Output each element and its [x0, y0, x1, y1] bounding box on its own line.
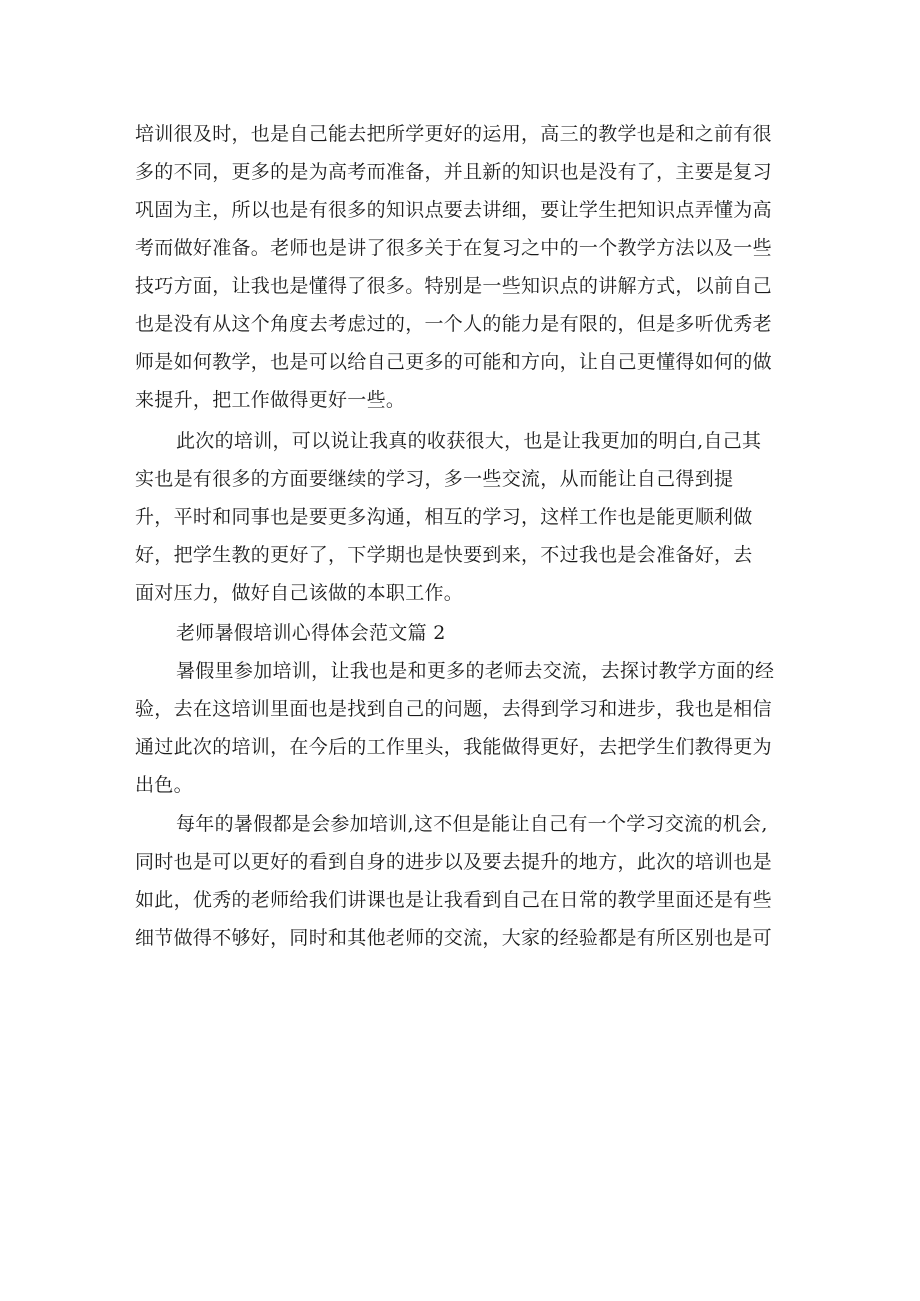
paragraph-line: 培训很及时，也是自己能去把所学更好的运用，高三的教学也是和之前有很 — [135, 123, 772, 145]
paragraph-line: 考而做好准备。老师也是讲了很多关于在复习之中的一个教学方法以及一些 — [135, 237, 772, 259]
paragraph-line: 通过此次的培训，在今后的工作里头，我能做得更好，去把学生们教得更为 — [135, 736, 772, 758]
paragraph-line: 同时也是可以更好的看到自身的进步以及要去提升的地方，此次的培训也是 — [135, 851, 772, 873]
paragraph-line: 实也是有很多的方面要继续的学习，多一些交流，从而能让自己得到提 — [135, 468, 734, 490]
paragraph-line: 好，把学生教的更好了，下学期也是快要到来，不过我也是会准备好，去 — [135, 544, 753, 566]
paragraph-line: 出色。 — [135, 774, 193, 796]
paragraph-line: 验，去在这培训里面也是找到自己的问题，去得到学习和进步，我也是相信 — [135, 698, 772, 720]
paragraph-line: 暑假里参加培训，让我也是和更多的老师去交流，去探讨教学方面的经 — [176, 660, 775, 682]
paragraph-line: 此次的培训，可以说让我真的收获很大，也是让我更加的明白,自己其 — [176, 430, 762, 452]
paragraph-line: 每年的暑假都是会参加培训,这不但是能让自己有一个学习交流的机会, — [176, 813, 768, 835]
paragraph-line: 如此，优秀的老师给我们讲课也是让我看到自己在日常的教学里面还是有些 — [135, 889, 772, 911]
section-heading: 老师暑假培训心得体会范文篇 2 — [176, 622, 446, 644]
paragraph-line: 细节做得不够好，同时和其他老师的交流，大家的经验都是有所区别也是可 — [135, 927, 772, 949]
paragraph-line: 升，平时和同事也是要更多沟通，相互的学习，这样工作也是能更顺利做 — [135, 506, 753, 528]
paragraph-line: 多的不同，更多的是为高考而准备，并且新的知识也是没有了，主要是复习 — [135, 161, 772, 183]
paragraph-line: 面对压力，做好自己该做的本职工作。 — [135, 582, 464, 604]
paragraph-line: 来提升，把工作做得更好一些。 — [135, 389, 406, 411]
paragraph-line: 师是如何教学，也是可以给自己更多的可能和方向，让自己更懂得如何的做 — [135, 351, 772, 373]
paragraph-line: 巩固为主，所以也是有很多的知识点要去讲细，要让学生把知识点弄懂为高 — [135, 199, 772, 221]
paragraph-line: 技巧方面，让我也是懂得了很多。特别是一些知识点的讲解方式，以前自己 — [135, 275, 772, 297]
paragraph-line: 也是没有从这个角度去考虑过的，一个人的能力是有限的，但是多听优秀老 — [135, 313, 772, 335]
